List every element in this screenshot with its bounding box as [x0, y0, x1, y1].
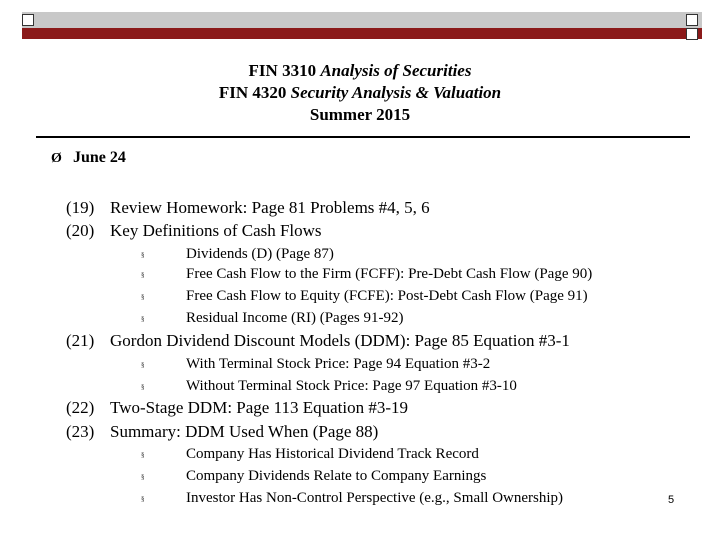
- decorative-square-right-top: [686, 14, 698, 26]
- square-bullet-icon: §: [141, 494, 145, 503]
- grey-band: [22, 12, 702, 28]
- decorative-square-right-bottom: [686, 28, 698, 40]
- agenda-item-21: (21) Gordon Dividend Discount Models (DDM): Page 85 Equation #3-1: [66, 331, 570, 350]
- square-bullet-icon: §: [141, 250, 145, 259]
- sub-item: § With Terminal Stock Price: Page 94 Equation #3-2: [141, 354, 490, 375]
- sub-item: § Company Dividends Relate to Company Earnings: [141, 466, 486, 487]
- square-bullet-icon: §: [141, 314, 145, 323]
- title-line-1: FIN 3310 Analysis of Securities: [248, 61, 472, 80]
- sub-item: § Without Terminal Stock Price: Page 97 Equation #3-10: [141, 376, 517, 397]
- date-label: June 24: [73, 149, 126, 166]
- square-bullet-icon: §: [141, 382, 145, 391]
- red-band: [22, 28, 702, 39]
- square-bullet-icon: §: [141, 472, 145, 481]
- sub-item: § Company Has Historical Dividend Track Record: [141, 444, 479, 465]
- square-bullet-icon: §: [141, 270, 145, 279]
- title-line-2: FIN 4320 Security Analysis & Valuation: [218, 83, 502, 102]
- date-heading: [51, 149, 126, 167]
- sub-item: § Investor Has Non-Control Perspective (e.g., Small Ownership): [141, 488, 563, 509]
- agenda-item-19: (19) Review Homework: Page 81 Problems #4, 5, 6: [66, 198, 430, 217]
- slide-header-decoration: [0, 0, 720, 44]
- decorative-square-left: [22, 14, 34, 26]
- agenda-item-23: (23) Summary: DDM Used When (Page 88): [66, 422, 379, 441]
- title-term: Summer 2015: [309, 105, 411, 124]
- square-bullet-icon: §: [141, 292, 145, 301]
- sub-item: § Dividends (D) (Page 87): [141, 244, 334, 265]
- sub-item: § Residual Income (RI) (Pages 91-92): [141, 308, 403, 329]
- square-bullet-icon: §: [141, 360, 145, 369]
- sub-item: § Free Cash Flow to Equity (FCFE): Post-Debt Cash Flow (Page 91): [141, 286, 588, 307]
- slide-title: [0, 60, 720, 126]
- title-divider: [36, 136, 690, 138]
- agenda-item-20: (20) Key Definitions of Cash Flows: [66, 221, 322, 240]
- arrow-bullet-icon: Ø: [51, 151, 62, 166]
- slide-number: 5: [668, 494, 675, 506]
- square-bullet-icon: §: [141, 450, 145, 459]
- agenda-item-22: (22) Two-Stage DDM: Page 113 Equation #3-19: [66, 398, 408, 417]
- sub-item: § Free Cash Flow to the Firm (FCFF): Pre-Debt Cash Flow (Page 90): [141, 264, 592, 285]
